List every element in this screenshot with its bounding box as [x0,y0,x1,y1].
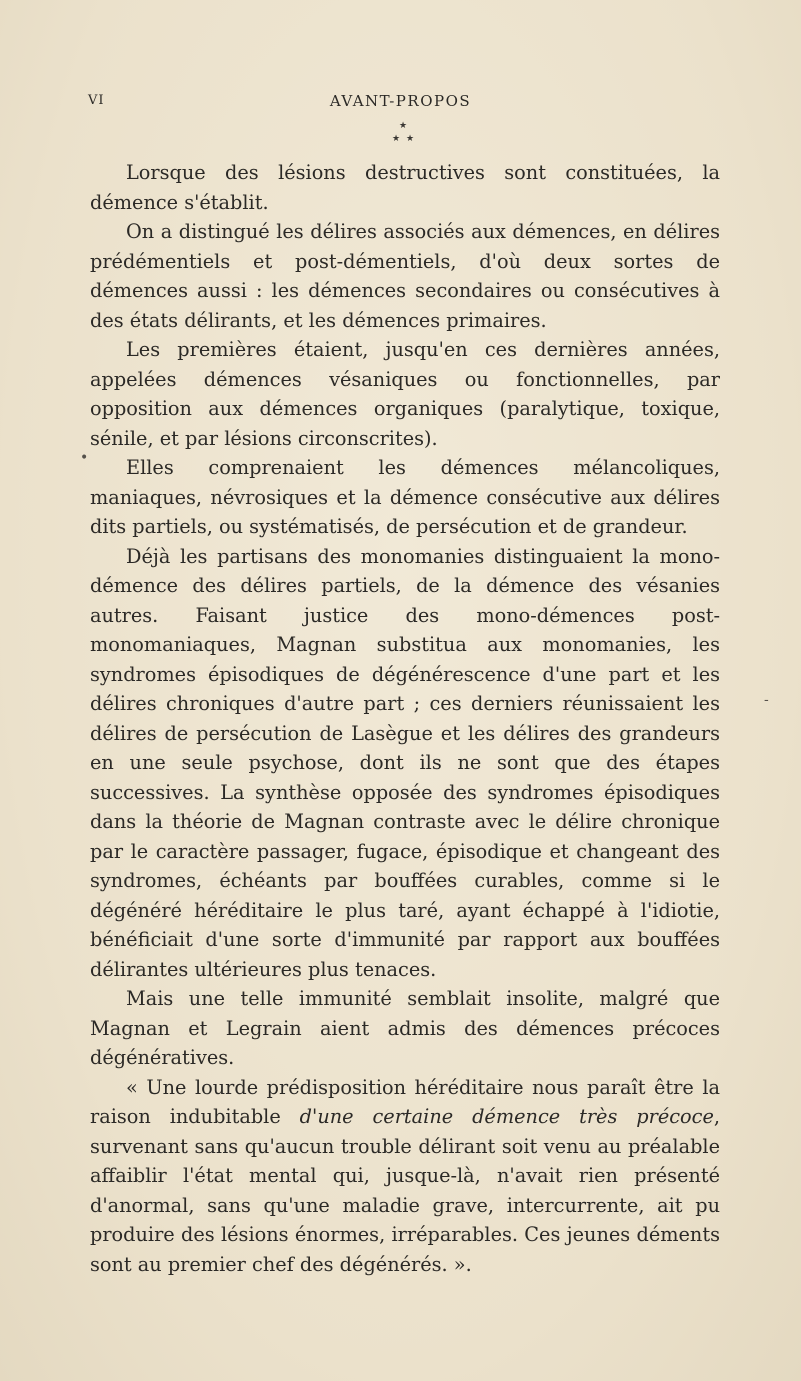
page-number: VI [88,93,105,108]
asterism-ornament [388,116,418,152]
paragraph: On a distingué les délires associés aux démences, en délires prédémentiels et post-démentiels, d'où deux sortes de démences aussi : les démences secondaires ou consécutives à des états délirants, et les démences primaires. [90,220,720,332]
quote-italic-text: d'une certaine démence très précoce [299,1105,714,1128]
asterism-star-icon: ★ [392,134,401,144]
quote-text-end: , survenant sans qu'aucun trouble délirant soit venu au préalable affaiblir l'état mental qui, jusque-là, n'avait rien présenté d'anormal, sans qu'une maladie grave, intercurrente, ait pu produire des lésions énormes, irréparables. Ces jeunes déments sont au premier chef des dégénérés. ». [90,1105,720,1276]
running-head: AVANT-PROPOS [329,92,472,110]
paragraph: Elles comprenaient les démences mélancoliques, maniaques, névrosiques et la démence consécutive aux délires dits partiels, ou systématisés, de persécution et de grandeur. [90,456,720,538]
body-text [90,158,720,1279]
quote-paragraph [90,1073,720,1280]
paragraph: Mais une telle immunité semblait insolite, malgré que Magnan et Legrain aient admis des démences précoces dégénératives. [90,987,720,1069]
margin-dot-mark: • [80,450,89,466]
asterism-star-icon: ★ [406,134,415,144]
margin-dash-mark: - [764,692,769,708]
quote-text-start: « Une lourde prédisposition héréditaire nous paraît être la raison indubitable [90,1075,720,1128]
asterism-star-icon: ★ [399,121,408,131]
paragraph: Lorsque des lésions destructives sont constituées, la démence s'établit. [90,161,720,214]
paragraph: Les premières étaient, jusqu'en ces dernières années, appelées démences vésaniques ou fonctionnelles, par opposition aux démences organiques (paralytique, toxique, sénile, et par lésions circonscrites). [90,338,720,450]
paragraph: Déjà les partisans des monomanies distinguaient la mono-démence des délires partiels, de la démence des vésanies autres. Faisant justice des mono-démences post-monomaniaques, Magnan substitua aux monomanies, les syndromes épisodiques de dégénérescence d'une part et les délires chroniques d'autre part ; ces derniers réunissaient les délires de persécution de Lasègue et les délires des grandeurs en une seule psychose, dont ils ne sont que des étapes successives. La synthèse opposée des syndromes épisodiques dans la théorie de Magnan contraste avec le délire chronique par le caractère passager, fugace, épisodique et changeant des syndromes, échéants par bouffées curables, comme si le dégénéré héréditaire le plus taré, ayant échappé à l'idiotie, bénéficiait d'une sorte d'immunité par rapport aux bouffées délirantes ultérieures plus tenaces. [90,544,720,981]
